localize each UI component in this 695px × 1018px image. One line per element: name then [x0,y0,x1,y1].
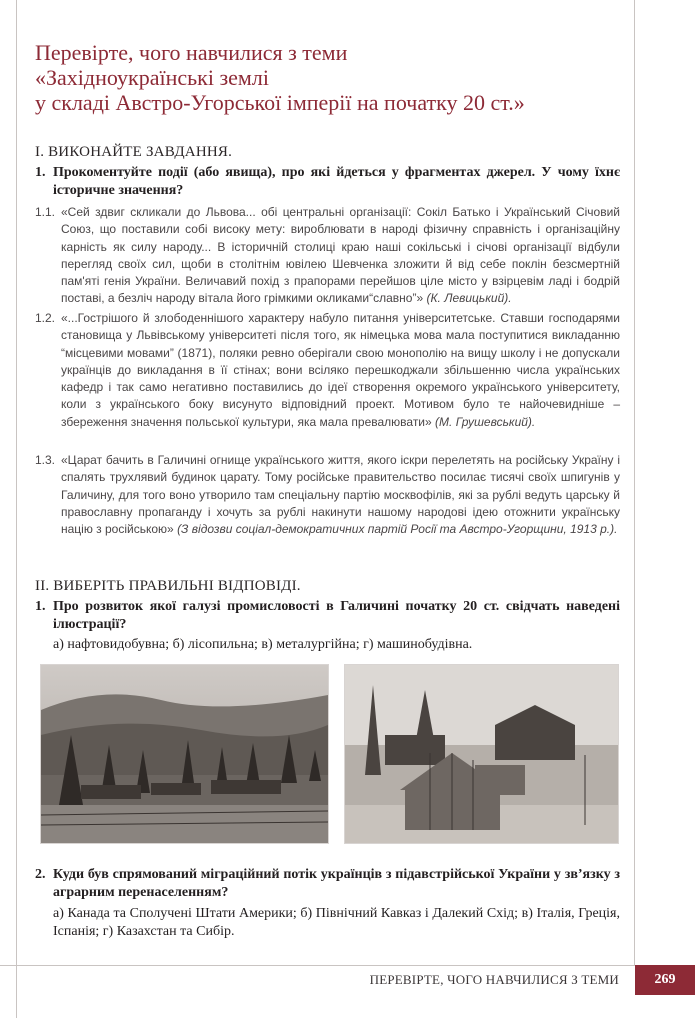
question-number: 2. [35,867,46,882]
question-number: 1. [35,599,46,614]
question-text: Куди був спрямований міграційний потік українців з підавстрійської України у зв’язку з аграрним перенаселенням? [53,867,620,900]
title-line-2: «Західноукраїнські землі [35,65,269,90]
source-number: 1.3. [35,453,56,467]
left-margin-line [16,0,17,1018]
section-1-heading: I. ВИКОНАЙТЕ ЗАВДАННЯ. [35,144,233,160]
section-2-question-2 [35,866,620,902]
source-number: 1.1. [35,205,56,219]
footer-divider [0,965,695,966]
oil-field-photo-2 [344,664,619,844]
question-text: Про розвиток якої галузі промисловості в Галичині початку 20 ст. свідчать наведені ілюстрації? [53,599,620,632]
section-2-heading: II. ВИБЕРІТЬ ПРАВИЛЬНІ ВІДПОВІДІ. [35,578,301,594]
source-number: 1.2. [35,311,56,325]
source-text: «...Гострішого й злободеннішого характеру набуло питання університетське. Ставши господарями становища у Львівському університеті після того, як німецька мова мала поступитися викладанню “місцевими мовами” (1871), поляки ревно оберігали свою монополію на вищу школу і не допускали українців до викладання в її стінах; вони всіляко перешкоджали збільшенню числа українських кафедр і так само негативно поставились до ідеї створення окремого українського університету, коли з українського боку висунуто відповідний проект. Мотивом було те найочевидніше – збереження значення польської культури, яка мала превалювати» (М. Грушевський). [61,311,620,429]
source-1-3 [35,452,620,538]
question-text: Прокоментуйте події (або явища), про які йдеться у фрагментах джерел. У чому їхнє історичне значення? [53,165,620,198]
page-number-badge: 269 [635,965,695,995]
source-citation: (З відозви соціал-демократичних партій Росії та Австро-Угорщини, 1913 р.). [177,522,618,537]
footer-running-title: ПЕРЕВІРТЕ, ЧОГО НАВЧИЛИСЯ З ТЕМИ [369,972,619,987]
title-line-1: Перевірте, чого навчилися з теми [35,40,348,65]
question-number: 1. [35,165,46,180]
source-text: «Сей здвиг скликали до Львова... обі центральні організації: Сокіл Батько і Український Січовий Союз, що поставили собі високу мету: вироблювати в народі фізичну справність і організаційну карність як силу народу... В історичній столиці краю наші сокільські і січові організації відбули перегляд своїх сил, щоби в столітнім ювілею Шевченка зложити й від себе поклін безсмертній пам'яті генія України. Величавий похід з прапорами перейшов ціле місто у взірцевім ладі і бодрій поставі, а безліч народу вітала його грімкими окликами“славно”» (К. Левицький). [61,205,620,306]
source-1-1 [35,204,620,308]
section-1-question-1 [35,164,620,200]
source-citation: (М. Грушевський). [435,414,536,429]
source-text: «Царат бачить в Галичині огнище українського життя, якого іскри перелетять на російську Україну і спалять трухлявий будинок царату. Тому російське правительство посилає тисячі своїх шпигунів у Галичину, для того воно утворило там спеціальну партію москвофілів, які за рублі ведуть царську й православну пропаганду і хочуть за рублі накинути нашому народові ідею отожнити українську націю з російською» (З відозви соціал-демократичних партій Росії та Австро-Угорщини, 1913 р.). [61,453,620,537]
section-2-question-2-answers: а) Канада та Сполучені Штати Америки; б) Північний Кавказ і Далекий Схід; в) Італія, Греція, Іспанія; г) Казахстан та Сибір. [53,906,620,939]
section-2-question-1 [35,598,620,634]
page-title [35,40,625,115]
title-line-3: у складі Австро-Угорської імперії на початку 20 ст.» [35,90,525,115]
right-margin-line [634,0,635,965]
oil-field-photo-1 [40,664,329,844]
source-1-2 [35,310,620,431]
source-citation: (К. Левицький). [426,291,512,306]
section-2-question-1-answers: а) нафтовидобувна; б) лісопильна; в) металургійна; г) машинобудівна. [53,637,473,652]
